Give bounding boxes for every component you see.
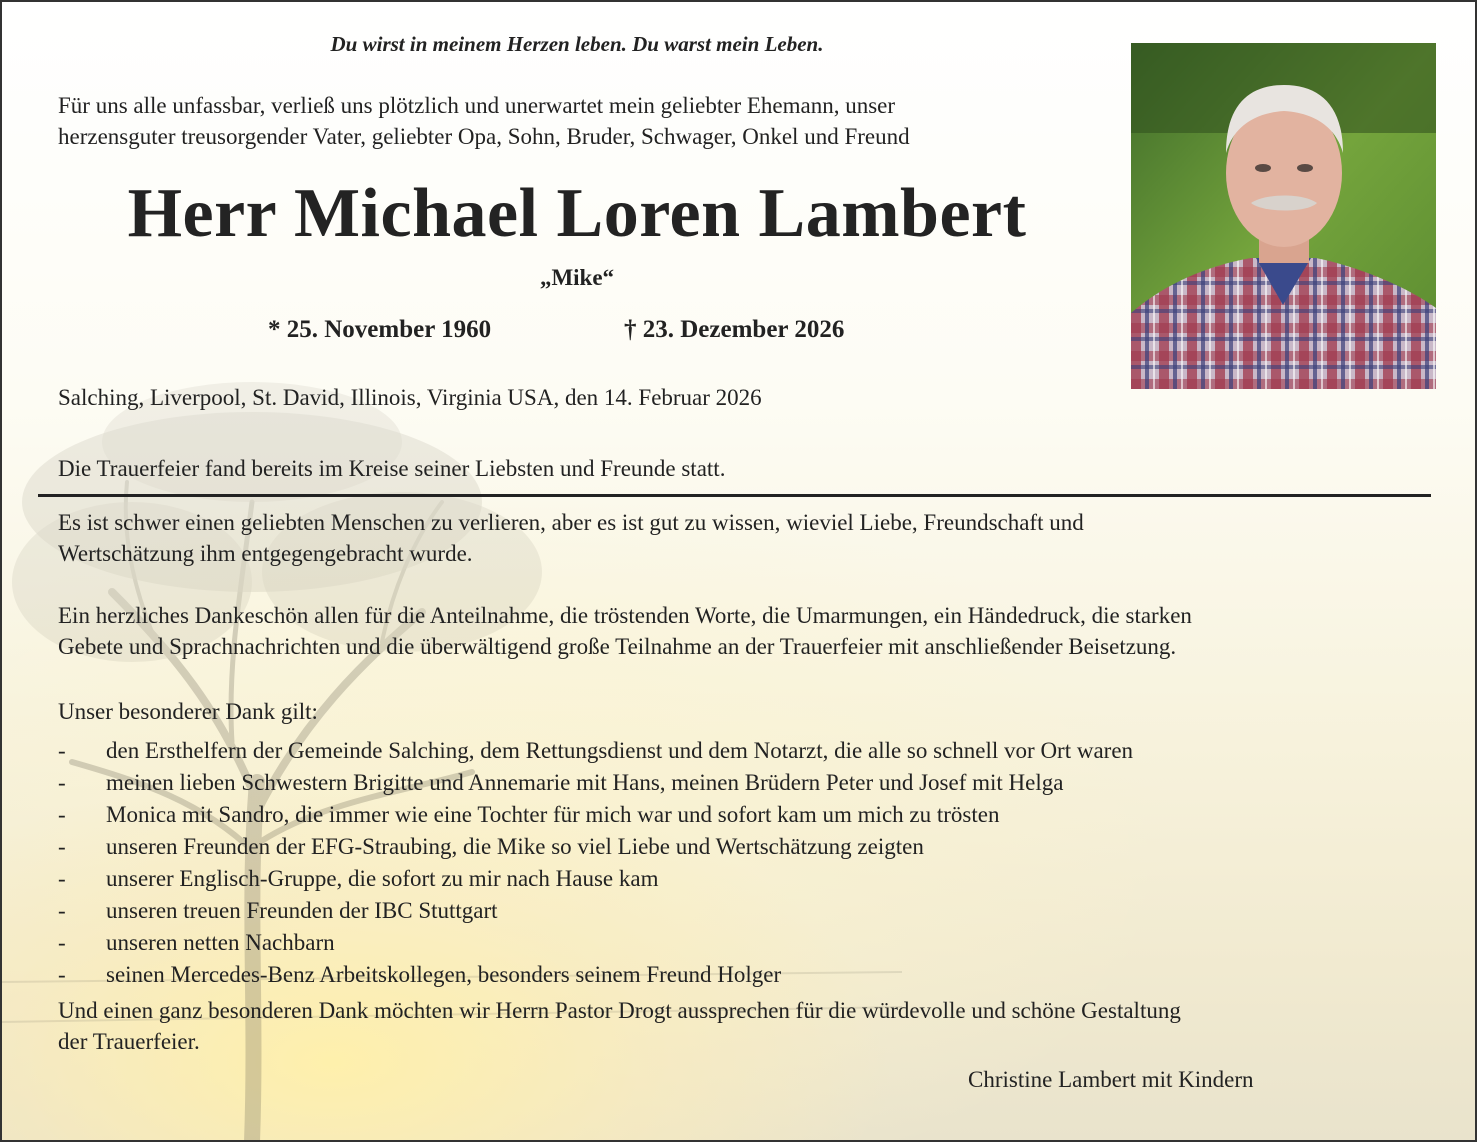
- paragraph-line: Es ist schwer einen geliebten Menschen zu verlieren, aber es ist gut zu wissen, wieviel Liebe, Freundschaft und: [58, 510, 1084, 535]
- list-item-text: den Ersthelfern der Gemeinde Salching, dem Rettungsdienst und dem Notarzt, die alle so schnell vor Ort waren: [106, 738, 1134, 763]
- paragraph-line: der Trauerfeier.: [58, 1029, 200, 1054]
- list-item-text: unseren Freunden der EFG-Straubing, die Mike so viel Liebe und Wertschätzung zeigten: [106, 834, 924, 859]
- paragraph-final-thanks: [58, 995, 1438, 1057]
- portrait-photo: [1131, 43, 1436, 389]
- ceremony-note: Die Trauerfeier fand bereits im Kreise seiner Liebsten und Freunde statt.: [58, 456, 726, 481]
- list-item: [58, 799, 1438, 831]
- list-item-text: Monica mit Sandro, die immer wie eine Tochter für mich war und sofort kam um mich zu trösten: [106, 802, 1000, 827]
- bullet-dash: -: [58, 962, 66, 987]
- bullet-dash: -: [58, 770, 66, 795]
- deceased-name: Herr Michael Loren Lambert: [127, 175, 1027, 252]
- intro-text: [58, 90, 1118, 152]
- bullet-dash: -: [58, 802, 66, 827]
- paragraph-line: Gebete und Sprachnachrichten und die überwältigend große Teilnahme an der Trauerfeier mit anschließender Beisetzung.: [58, 634, 1177, 659]
- bullet-dash: -: [58, 866, 66, 891]
- divider-line: [38, 494, 1431, 497]
- list-item: [58, 895, 1438, 927]
- list-item: [58, 927, 1438, 959]
- list-item-text: unseren treuen Freunden der IBC Stuttgart: [106, 898, 498, 923]
- thanks-list: [58, 735, 1438, 991]
- bullet-dash: -: [58, 738, 66, 763]
- thanks-heading: Unser besonderer Dank gilt:: [58, 699, 318, 724]
- death-date: † 23. Dezember 2026: [624, 316, 845, 343]
- bullet-dash: -: [58, 898, 66, 923]
- paragraph-line: Ein herzliches Dankeschön allen für die Anteilnahme, die tröstenden Worte, die Umarmungen, ein Händedruck, die starken: [58, 603, 1192, 628]
- list-item-text: meinen lieben Schwestern Brigitte und Annemarie mit Hans, meinen Brüdern Peter und Josef mit Helga: [106, 770, 1064, 795]
- place-and-date: Salching, Liverpool, St. David, Illinois, Virginia USA, den 14. Februar 2026: [58, 385, 762, 410]
- list-item: [58, 863, 1438, 895]
- intro-line: Für uns alle unfassbar, verließ uns plötzlich und unerwartet mein geliebter Ehemann, unser: [58, 93, 896, 118]
- paragraph-thanks-all: [58, 600, 1438, 662]
- birth-date: * 25. November 1960: [268, 316, 492, 343]
- paragraph-loss: [58, 507, 1438, 569]
- list-item: [58, 959, 1438, 991]
- bullet-dash: -: [58, 834, 66, 859]
- paragraph-line: Und einen ganz besonderen Dank möchten wir Herrn Pastor Drogt aussprechen für die würdevolle und schöne Gestaltung: [58, 998, 1181, 1023]
- list-item: [58, 831, 1438, 863]
- list-item: [58, 767, 1438, 799]
- paragraph-line: Wertschätzung ihm entgegengebracht wurde.: [58, 541, 473, 566]
- intro-line: herzensguter treusorgender Vater, geliebter Opa, Sohn, Bruder, Schwager, Onkel und Freund: [58, 124, 910, 149]
- motto: Du wirst in meinem Herzen leben. Du warst mein Leben.: [330, 32, 824, 56]
- nickname: „Mike“: [539, 265, 615, 290]
- list-item-text: seinen Mercedes-Benz Arbeitskollegen, besonders seinem Freund Holger: [106, 962, 782, 987]
- signature: Christine Lambert mit Kindern: [968, 1067, 1254, 1092]
- bullet-dash: -: [58, 930, 66, 955]
- list-item: [58, 735, 1438, 767]
- list-item-text: unseren netten Nachbarn: [106, 930, 335, 955]
- list-item-text: unserer Englisch-Gruppe, die sofort zu mir nach Hause kam: [106, 866, 659, 891]
